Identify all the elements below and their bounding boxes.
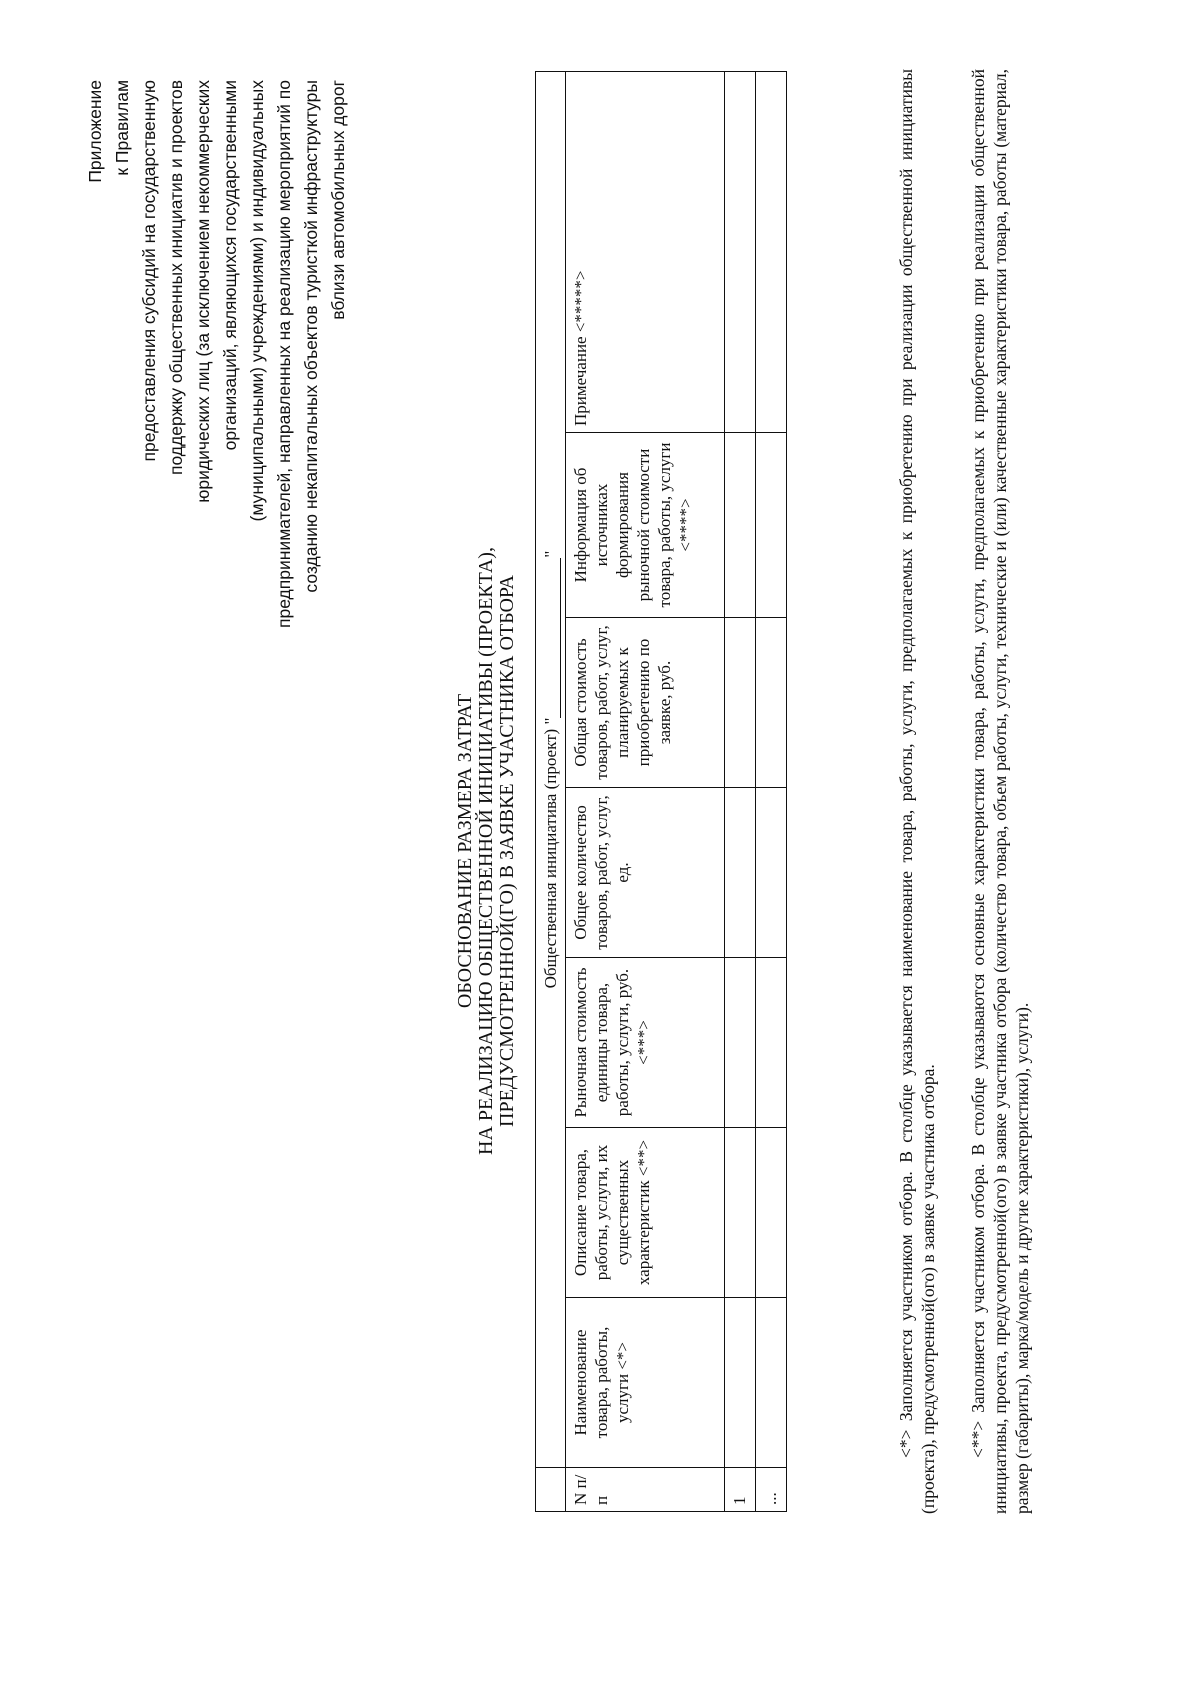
appendix-line: созданию некапитальных объектов туристкой инфраструктуры [301, 80, 321, 593]
table-cell [725, 788, 756, 958]
initiative-suffix: " [541, 550, 560, 558]
appendix-line: поддержку общественных инициатив и проектов [166, 80, 186, 476]
appendix-line: предпринимателей, направленных на реализацию мероприятий по [274, 80, 294, 628]
footnote: <**> Заполняется участником отбора. В столбце указываются основные характеристики товара, работы, услуги, предполагаемых к приобретению при реализации общественной инициативы, проекта, предусмотренной(ого) в заявке участника отбора (количество товара, объем работы, услуги, технические и (или) качественные характеристики товара, работы (материал, размер (габариты), марка/модель и другие характеристики), услуги). [968, 69, 1032, 1514]
appendix-line: предоставления субсидий на государственную [139, 80, 159, 462]
header-cell: Описание товара, работы, услуги, их существенных характеристик <**> [566, 1128, 725, 1298]
appendix-line: Приложение [85, 80, 105, 183]
initiative-row [536, 71, 566, 1511]
header-cell: Наименование товара, работы, услуги <*> [566, 1298, 725, 1468]
table-cell [756, 1128, 787, 1298]
table-cell: ... [756, 1468, 787, 1512]
initiative-blank-line [546, 558, 561, 718]
title-line: ПРЕДУСМОТРЕННОЙ(ГО) В ЗАЯВКЕ УЧАСТНИКА ОТБОРА [496, 575, 518, 1127]
table-row [725, 71, 756, 1511]
footnotes [895, 69, 1061, 1514]
appendix-line: организаций, являющихся государственными [220, 80, 240, 451]
header-cell: Общее количество товаров, работ, услуг, ед. [566, 788, 725, 958]
appendix-header [82, 80, 352, 940]
appendix-line: (муниципальными) учреждениями) и индивидуальных [247, 80, 267, 522]
table-cell [756, 1298, 787, 1468]
table-cell [756, 788, 787, 958]
table-cell [725, 1298, 756, 1468]
table-cell [725, 433, 756, 618]
appendix-line: юридических лиц (за исключением некоммерческих [193, 80, 213, 503]
table-cell [756, 71, 787, 432]
table-row [756, 71, 787, 1511]
header-cell: Рыночная стоимость единицы товара, работы, услуги, руб. <***> [566, 958, 725, 1128]
header-cell: Общая стоимость товаров, работ, услуг, планируемых к приобретению по заявке, руб. [566, 618, 725, 788]
initiative-prefix: Общественная инициатива (проект) " [541, 717, 560, 989]
title-line: НА РЕАЛИЗАЦИЮ ОБЩЕСТВЕННОЙ ИНИЦИАТИВЫ (ПРОЕКТА), [475, 547, 497, 1155]
cost-table [535, 71, 787, 1512]
table-cell [756, 618, 787, 788]
empty-cell [536, 1468, 566, 1512]
header-cell: Информация об источниках формирования рыночной стоимости товара, работы, услуги <****> [566, 433, 725, 618]
initiative-cell [536, 71, 566, 1467]
header-row [566, 71, 725, 1511]
table-cell [756, 433, 787, 618]
table-cell: 1 [725, 1468, 756, 1512]
table-cell [756, 958, 787, 1128]
appendix-line: к Правилам [112, 80, 132, 176]
table-cell [725, 71, 756, 432]
table-cell [725, 618, 756, 788]
header-cell: N п/п [566, 1468, 725, 1512]
table-cell [725, 1128, 756, 1298]
appendix-line: вблизи автомобильных дорог [328, 80, 348, 320]
title-line: ОБОСНОВАНИЕ РАЗМЕРА ЗАТРАТ [454, 693, 476, 1009]
table-cell [725, 958, 756, 1128]
header-cell: Примечание <*****> [566, 71, 725, 432]
footnote: <*> Заполняется участником отбора. В столбце указывается наименование товара, работы, услуги, предполагаемых к приобретению при реализации общественной инициативы (проекта), предусмотренной(ого) в заявке участника отбора. [896, 69, 938, 1514]
document-title [455, 0, 518, 1702]
